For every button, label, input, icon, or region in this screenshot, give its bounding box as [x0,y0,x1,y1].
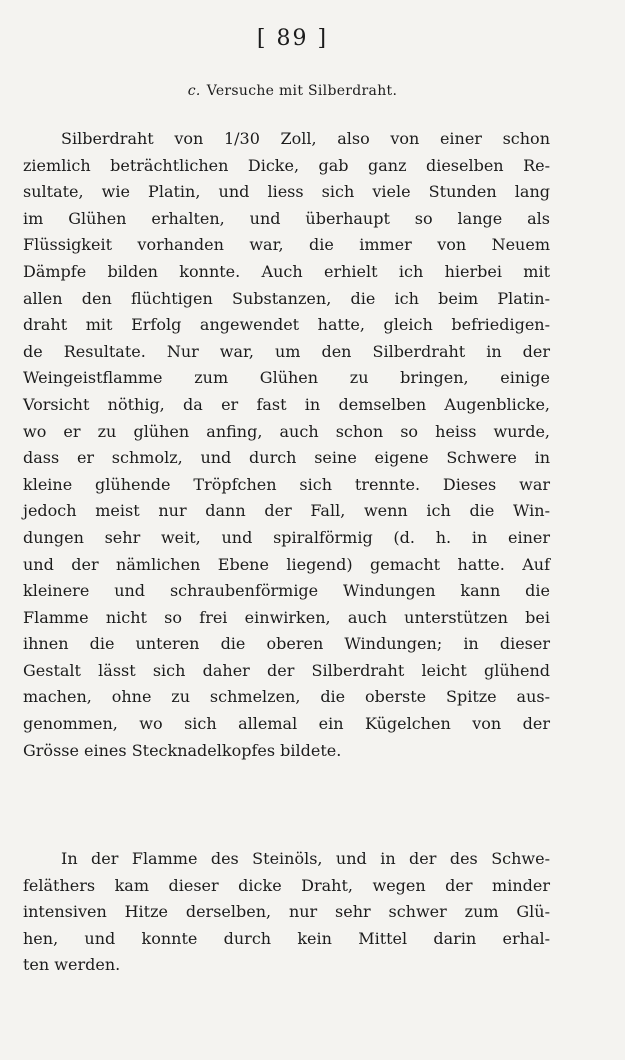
text-line: feläthers kam dieser dicke Draht, wegen der minder [23,875,550,895]
section-heading-text: Versuche mit Silberdraht. [206,83,398,99]
text-line: ihnen die unteren die oberen Windungen; in dieser [23,634,550,654]
text-line: allen den flüchtigen Substanzen, die ich beim Platin- [23,288,550,308]
text-line: ten werden. [23,955,121,975]
text-line: ziemlich beträchtlichen Dicke, gab ganz dieselben Re- [23,155,550,175]
text-line: Gestalt lässt sich daher der Silberdraht leicht glühend [23,660,550,680]
paragraph-2 [23,846,550,979]
text-line: Flamme nicht so frei einwirken, auch unterstützen bei [23,607,550,627]
text-line: und der nämlichen Ebene liegend) gemacht hatte. Auf [23,554,550,574]
paragraph-1 [23,126,550,764]
text-line: In der Flamme des Steinöls, und in der des Schwe- [61,849,550,868]
text-line: Silberdraht von 1/30 Zoll, also von einer schon [61,129,550,148]
text-line: dungen sehr weit, und spiralförmig (d. h. in einer [23,527,550,547]
page-number: [ 89 ] [256,26,329,51]
section-heading [0,83,585,99]
text-line: sultate, wie Platin, und liess sich viele Stunden lang [23,182,550,202]
text-line: hen, und konnte durch kein Mittel darin erhal- [23,928,550,948]
text-line: Grösse eines Stecknadelkopfes bildete. [23,740,342,760]
text-line: dass er schmolz, und durch seine eigene Schwere in [23,448,550,468]
text-line: Vorsicht nöthig, da er fast in demselben Augenblicke, [23,394,550,414]
text-line: intensiven Hitze derselben, nur sehr schwer zum Glü- [23,902,550,922]
text-line: kleinere und schraubenförmige Windungen kann die [23,581,550,601]
text-line: Weingeistflamme zum Glühen zu bringen, einige [23,368,550,388]
text-line: Dämpfe bilden konnte. Auch erhielt ich hierbei mit [23,261,550,281]
text-line: de Resultate. Nur war, um den Silberdraht in der [23,341,550,361]
text-line: jedoch meist nur dann der Fall, wenn ich die Win- [23,501,550,521]
text-line: kleine glühende Tröpfchen sich trennte. Dieses war [23,474,550,494]
text-line: genommen, wo sich allemal ein Kügelchen von der [23,714,550,734]
text-line: im Glühen erhalten, und überhaupt so lange als [23,208,550,228]
text-line: draht mit Erfolg angewendet hatte, gleich befriedigen- [23,315,550,335]
text-line: Flüssigkeit vorhanden war, die immer von Neuem [23,235,550,255]
text-line: machen, ohne zu schmelzen, die oberste Spitze aus- [23,687,550,707]
text-line: wo er zu glühen anfing, auch schon so heiss wurde, [23,421,550,441]
section-heading-label: c. [187,83,201,99]
